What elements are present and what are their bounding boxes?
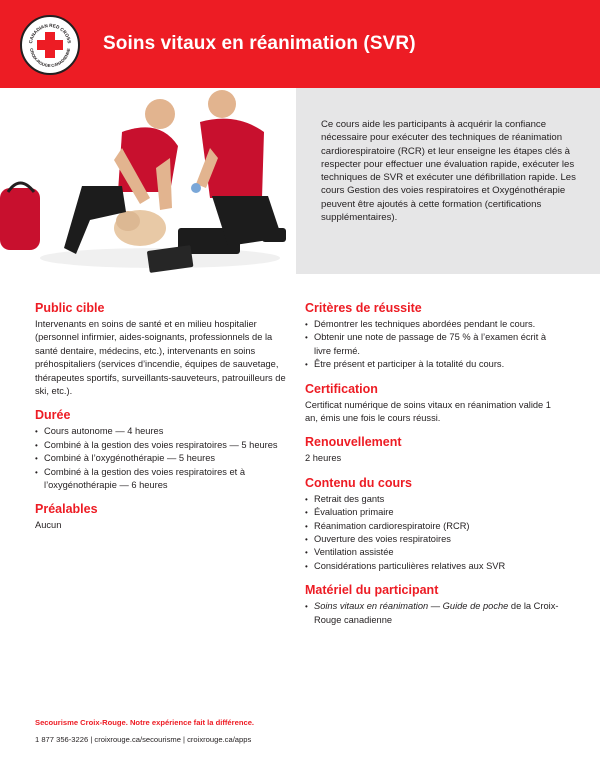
footer-tagline: Secourisme Croix-Rouge. Notre expérience fait la différence. (35, 718, 255, 727)
list-item: • Ventilation assistée (305, 546, 565, 559)
right-column (305, 300, 565, 636)
section-certification (305, 381, 565, 426)
section-contenu (305, 475, 565, 573)
footer (35, 718, 575, 745)
renouvellement-text: 2 heures (305, 453, 342, 464)
prealables-text: Aucun (35, 520, 62, 531)
heading-contenu: Contenu du cours (305, 475, 412, 490)
footer-contact: 1 877 356-3226 | croixrouge.ca/secourisme | croixrouge.ca/apps (35, 735, 252, 744)
heading-duree: Durée (35, 408, 71, 423)
list-item: • Combiné à la gestion des voies respiratoires — 5 heures (35, 439, 290, 452)
list-item: • Évaluation primaire (305, 506, 565, 519)
contenu-list (305, 493, 565, 573)
logo-text-bottom: CROIX-ROUGE CANADIENNE (29, 47, 71, 69)
heading-renouvellement: Renouvellement (305, 435, 402, 450)
heading-certification: Certification (305, 381, 378, 396)
list-item: • Être présent et participer à la totalité du cours. (305, 358, 565, 371)
list-item: • Combiné à l’oxygénothérapie — 5 heures (35, 452, 290, 465)
certification-text: Certificat numérique de soins vitaux en réanimation valide 1 an, émis une fois le cours réussi. (305, 399, 551, 424)
list-item: • Retrait des gants (305, 493, 565, 506)
heading-prealables: Préalables (35, 502, 98, 517)
section-materiel (305, 582, 565, 627)
list-item: • Ouverture des voies respiratoires (305, 533, 565, 546)
heading-materiel: Matériel du participant (305, 583, 439, 598)
materiel-list (305, 600, 565, 627)
criteres-list (305, 318, 565, 372)
intro-text: Ce cours aide les participants à acquérir la confiance nécessaire pour exécuter des techniques de réanimation cardiorespiratoire (RCR) et leur enseigne les étapes clés à respecter pour effectuer une évaluation rapide, exécuter les techniques de SVR et exécuter une défibrillation rapide. Les cours Gestion des voies respiratoires et Oxygénothérapie peuvent être ajoutés à cette formation (certifications supplémentaires). (321, 119, 576, 224)
section-criteres (305, 300, 565, 372)
red-cross-logo (20, 15, 80, 75)
heading-criteres: Critères de réussite (305, 301, 422, 315)
list-item: • Réanimation cardiorespiratoire (RCR) (305, 520, 565, 533)
guide-title: Soins vitaux en réanimation — Guide de poche (314, 601, 509, 612)
list-item: • Combiné à la gestion des voies respiratoires et à l’oxygénothérapie — 6 heures (35, 466, 290, 493)
page-title: Soins vitaux en réanimation (SVR) (103, 33, 416, 54)
duree-list (35, 425, 290, 492)
cpr-training-photo (0, 88, 296, 274)
section-duree (35, 407, 290, 492)
guide-publisher: de la Croix-Rouge canadienne (314, 601, 559, 625)
list-item (305, 600, 565, 627)
public-cible-text: Intervenants en soins de santé et en milieu hospitalier (personnel infirmier, aides-soignants, professionnels de la santé dentaire, médecins, etc.), intervenants en soins préhospitaliers (services d’incendie, équipes de sauvetage, thérapeutes sportifs, surveillants-sauveteurs, patrouilleurs de ski, etc.). (35, 319, 286, 397)
left-column (35, 300, 290, 542)
heading-public-cible: Public cible (35, 301, 105, 315)
list-item: • Cours autonome — 4 heures (35, 425, 290, 438)
section-prealables (35, 501, 290, 532)
list-item: • Démontrer les techniques abordées pendant le cours. (305, 318, 565, 331)
intro-panel (296, 88, 600, 274)
header-banner (0, 0, 600, 88)
section-public-cible (35, 300, 290, 398)
section-renouvellement (305, 434, 565, 465)
list-item: • Obtenir une note de passage de 75 % à l’examen écrit à livre fermé. (305, 331, 565, 358)
red-cross-icon (22, 17, 78, 73)
logo-text-top: CANADIAN RED CROSS (28, 22, 72, 44)
list-item: • Considérations particulières relatives aux SVR (305, 560, 565, 573)
